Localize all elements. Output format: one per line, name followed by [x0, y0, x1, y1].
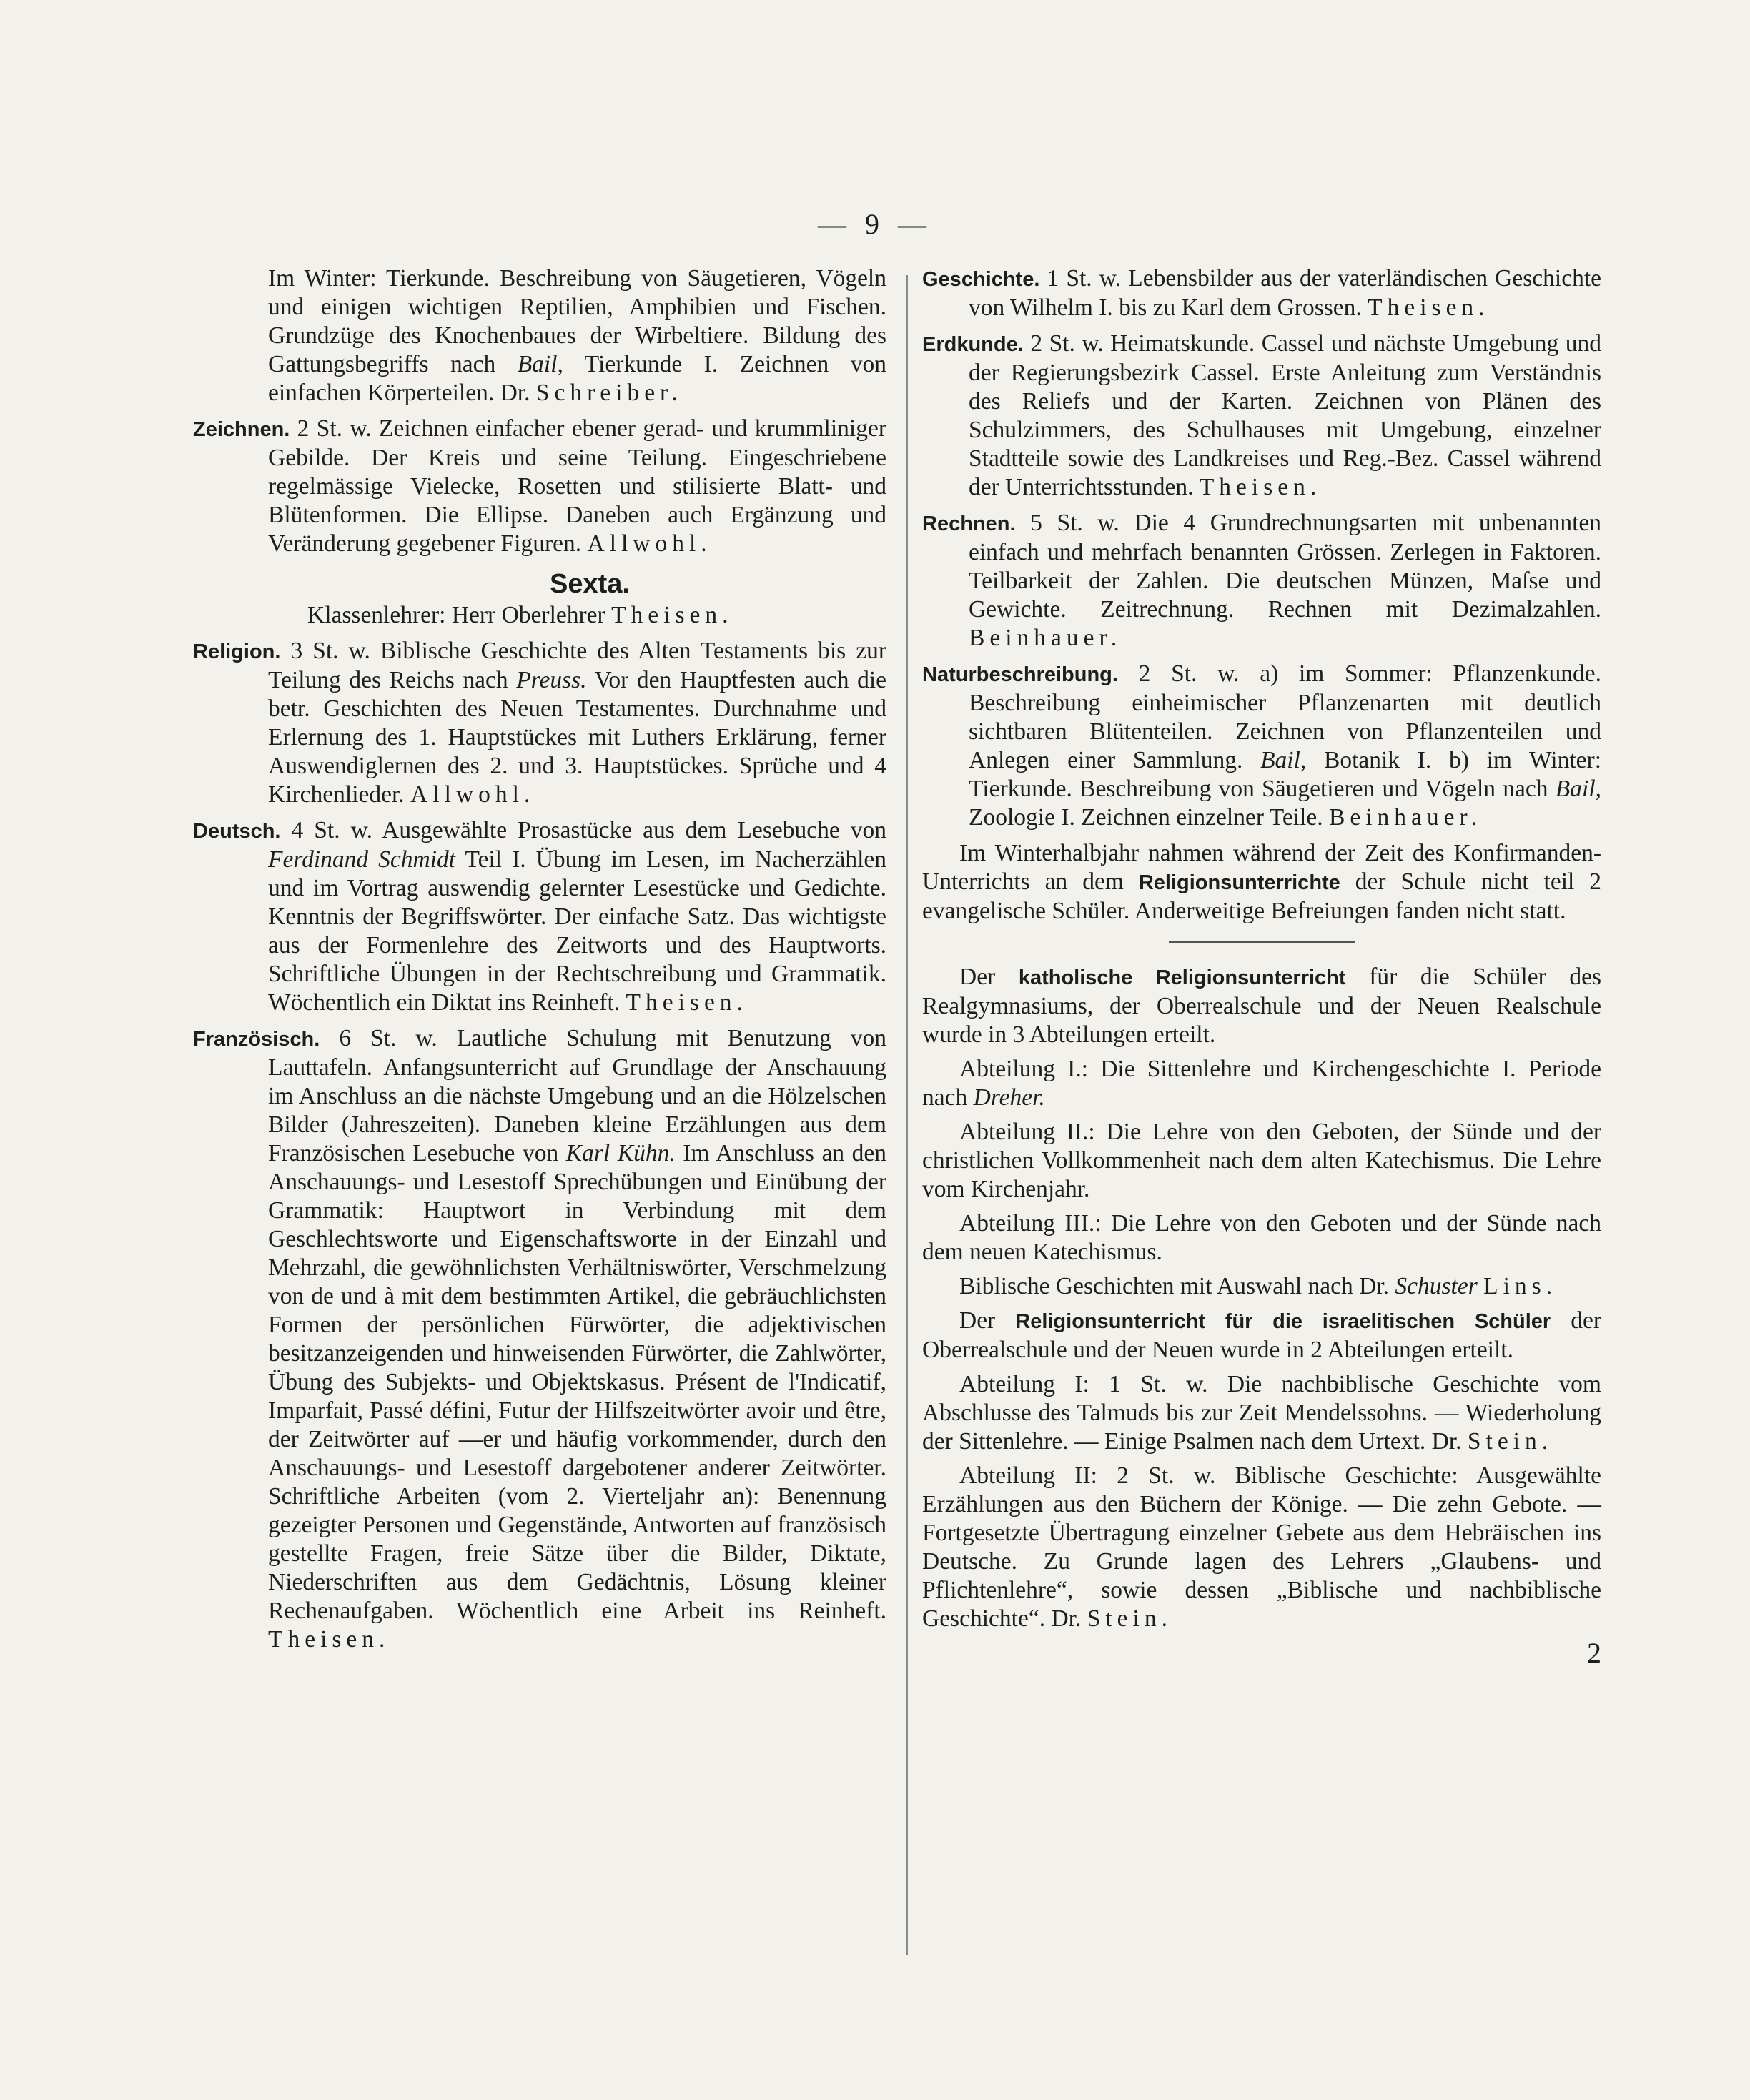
geschichte-paragraph [922, 264, 1601, 322]
zeichnen-paragraph [193, 415, 886, 558]
natur-paragraph [922, 660, 1601, 832]
deutsch-paragraph [193, 816, 886, 1017]
bibl-book: Schuster [1395, 1273, 1478, 1299]
winter-paragraph [193, 264, 886, 407]
isr-bold: Religionsunterricht für die israelitischen Schüler [1015, 1310, 1551, 1333]
kath-bold: katholische Religionsunterricht [1018, 966, 1346, 989]
deutsch-text-2: Teil I. Übung im Lesen, im Nacherzählen und im Vortrag auswendig gelernter Lesestücke und Gedichte. Kenntnis der Begriffswörter. Der einfache Satz. Das wichtigste aus der Formenlehre des Zeitworts und des Hauptworts. Schriftliche Übungen in der Rechtschreibung und Grammatik. Wöchentlich ein Diktat ins Reinheft. [268, 846, 886, 1016]
bibl-paragraph [922, 1272, 1601, 1301]
franz-teacher: Theisen. [268, 1626, 390, 1653]
religion-paragraph [193, 637, 886, 809]
isr-abt2-paragraph [922, 1462, 1601, 1633]
winterhalbjahr-paragraph [922, 839, 1601, 926]
geschichte-text: 1 St. w. Lebensbilder aus der vaterländischen Geschichte von Wilhelm I. bis zu Karl dem Grossen. [969, 265, 1602, 321]
bibl-text: Biblische Geschichten mit Auswahl nach Dr. [959, 1273, 1390, 1299]
franz-text-2: Im Anschluss an den Anschauungs- und Lesestoff Sprechübungen und Einübung der Grammatik: Hauptwort in Verbindung mit dem Geschlechtsworte und Eigenschaftsworte in der Einzahl und Mehrzahl, die gewöhnlichsten Verhältniswörter, Verschmelzung von de und à mit dem bestimmten Artikel, die gebräuchlichsten Formen der persönlichen Fürwörter, die adjektivischen besitzanzeigenden und hinweisenden Fürwörter, die Zahlwörter, Übung des Subjekts- und Objektskasus. Présent de l'Indicatif, Imparfait, Passé défini, Futur der Hilfszeitwörter avoir und être, der Zeitwörter auf —er und häufig vorkommender, durch den Anschauungs- und Lesestoff dargebotener anderer Zeitwörter. Schriftliche Arbeiten (vom 2. Vierteljahr an): Benennung gezeigter Personen und Gegenstände, Antworten auf französisch gestellte Fragen, freie Sätze über die Bilder, Diktate, Niederschriften aus dem Gedächtnis, Lösung kleiner Rechenaufgaben. Wöchentlich eine Arbeit ins Reinheft. [268, 1140, 886, 1624]
rechnen-heading: Rechnen. [922, 512, 1016, 535]
erdkunde-heading: Erdkunde. [922, 333, 1024, 356]
winter-book: Bail, [517, 351, 563, 377]
kath-text-2: für die Schüler des Realgymnasiums, der Oberrealschule und der Neuen Realschule wurde in 3 Abteilungen erteilt. [922, 964, 1602, 1048]
abt3-paragraph: Abteilung III.: Die Lehre von den Geboten und der Sünde nach dem neuen Katechismus. [922, 1210, 1601, 1265]
abt2-paragraph: Abteilung II.: Die Lehre von den Geboten, der Sünde und der christlichen Vollkommenheit nach dem alten Katechismus. Die Lehre vom Kirchenjahr. [922, 1119, 1601, 1202]
isr-text-2: der Oberrealschule und der Neuen wurde in 2 Abteilungen erteilt. [922, 1307, 1602, 1363]
franz-book: Karl Kühn. [565, 1140, 676, 1167]
isr-paragraph [922, 1307, 1601, 1364]
klassenlehrer-line [193, 601, 886, 630]
section-rule [1169, 941, 1355, 943]
natur-book-1: Bail, [1260, 747, 1307, 773]
column-divider [906, 275, 908, 1955]
isr-abt1-text: Abteilung I: 1 St. w. Die nachbiblische Geschichte vom Abschlusse des Talmuds bis zur Zeit Mendelssohns. — Wiederholung der Sittenlehre. — Einige Psalmen nach dem Urtext. Dr. [922, 1371, 1601, 1455]
zeichnen-heading: Zeichnen. [193, 418, 290, 441]
winter-text: Im Winter: Tierkunde. Beschreibung von Säugetieren, Vögeln und einigen wichtigen Reptilien, Amphibien und Fischen. Grundzüge des Knochenbaues der Wirbeltiere. Bildung des Gattungsbegriffs nach [268, 265, 886, 377]
erdkunde-paragraph [922, 330, 1601, 502]
religion-text-1: 3 St. w. Biblische Geschichte des Alten Testaments bis zur Teilung des Reichs nach [268, 638, 886, 693]
religion-book: Preuss. [516, 667, 587, 693]
deutsch-heading: Deutsch. [193, 820, 281, 843]
klassenlehrer-name: Theisen. [611, 602, 733, 628]
kath-text-1: Der [959, 964, 996, 990]
deutsch-text-1: 4 St. w. Ausgewählte Prosastücke aus dem Lesebuche von [291, 817, 887, 843]
sexta-title: Sexta. [550, 569, 630, 599]
bibl-teacher: Lins. [1483, 1273, 1558, 1299]
right-column [922, 264, 1601, 1668]
natur-teacher: Beinhauer. [1328, 804, 1483, 831]
rechnen-paragraph [922, 509, 1601, 653]
natur-heading: Naturbeschreibung. [922, 663, 1118, 686]
isr-abt2-teacher: Stein. [1087, 1605, 1172, 1632]
winter-teacher: Schreiber. [535, 380, 683, 406]
page-number: — 9 — [818, 208, 932, 240]
isr-abt1-teacher: Stein. [1467, 1428, 1553, 1455]
deutsch-teacher: Theisen. [626, 989, 748, 1016]
rechnen-teacher: Beinhauer. [969, 625, 1122, 651]
rechnen-text: 5 St. w. Die 4 Grundrechnungsarten mit unbenannten einfach und mehrfach benannten Grössen. Zerlegen in Faktoren. Teilbarkeit der Zahlen. Die deutschen Münzen, Maſse und Gewichte. Zeitrechnung. Rechnen mit Dezimalzahlen. [969, 510, 1602, 623]
religion-text-2: Vor den Hauptfesten auch die betr. Geschichten des Neuen Testamentes. Durchnahme und Erlernung des 1. Hauptstückes mit Luthers Erklärung, ferner Auswendiglernen des 2. und 3. Hauptstückes. Sprüche und 4 Kirchenlieder. [268, 667, 886, 808]
deutsch-book: Ferdinand Schmidt [268, 846, 456, 873]
erdkunde-text: 2 St. w. Heimatskunde. Cassel und nächste Umgebung und der Regierungsbezirk Cassel. Erste Anleitung zum Verständnis des Reliefs und der Karten. Zeichnen von Plänen des Schulzimmers, des Schulhauses mit Umgebung, einzelner Stadtteile sowie des Landkreises und Reg.-Bez. Cassel während der Unterrichtsstunden. [969, 330, 1602, 500]
natur-book-2: Bail, [1555, 776, 1601, 802]
abt1-paragraph [922, 1055, 1601, 1112]
religion-teacher: Allwohl. [410, 781, 535, 808]
klassenlehrer-label: Klassenlehrer: Herr Oberlehrer [307, 602, 605, 628]
geschichte-teacher: Theisen. [1368, 294, 1490, 321]
winterhalb-text-2: der Schule nicht teil 2 evangelische Schüler. Anderweitige Befreiungen fanden nicht statt. [922, 868, 1602, 924]
winterhalb-text-1: Im Winterhalbjahr nahmen während der Zeit des Konfirmanden-Unterrichts an dem [922, 840, 1601, 895]
isr-text-1: Der [959, 1307, 996, 1334]
natur-text-2: Botanik I. b) im Winter: Tierkunde. Beschreibung von Säugetieren und Vögeln nach [969, 747, 1602, 802]
geschichte-heading: Geschichte. [922, 268, 1040, 291]
winterhalb-bold: Religionsunterrichte [1138, 871, 1340, 894]
franz-paragraph [193, 1024, 886, 1654]
franz-text-1: 6 St. w. Lautliche Schulung mit Benutzung von Lauttafeln. Anfangsunterricht auf Grundlage der Anschauung im Anschluss an die nächste Umgebung und an die Hölzelschen Bilder (Jahreszeiten). Daneben kleine Erzählungen aus dem Französischen Lesebuche von [268, 1025, 887, 1167]
signature-number: 2 [1587, 1637, 1601, 1669]
abt1-book: Dreher. [973, 1084, 1045, 1111]
winter-tail: Tierkunde I. Zeichnen von einfachen Körperteilen. Dr. [268, 351, 886, 406]
zeichnen-text: 2 St. w. Zeichnen einfacher ebener gerad- und krummliniger Gebilde. Der Kreis und seine Teilung. Eingeschriebene regelmässige Vielecke, Rosetten und stilisierte Blatt- und Blütenformen. Die Ellipse. Daneben auch Ergänzung und Veränderung gegebener Figuren. [268, 415, 886, 557]
zeichnen-teacher: Allwohl. [587, 530, 712, 557]
natur-text-3: Zoologie I. Zeichnen einzelner Teile. [969, 804, 1323, 831]
abt1-text: Abteilung I.: Die Sittenlehre und Kirchengeschichte I. Periode nach [922, 1056, 1601, 1111]
isr-abt2-text: Abteilung II: 2 St. w. Biblische Geschichte: Ausgewählte Erzählungen aus den Büchern der Könige. — Die zehn Gebote. — Fortgesetzte Übertragung einzelner Gebete aus dem Hebräischen ins Deutsche. Zu Grunde lagen des Lehrers „Glaubens- und Pflichtenlehre“, sowie dessen „Biblische und nachbiblische Geschichte“. Dr. [922, 1462, 1601, 1632]
franz-heading: Französisch. [193, 1028, 320, 1051]
natur-text-1: 2 St. w. a) im Sommer: Pflanzenkunde. Beschreibung einheimischer Pflanzenarten mit deutlich sichtbaren Blütenteilen. Zeichnen von Pflanzenteilen und Anlegen einer Sammlung. [969, 660, 1602, 773]
kath-paragraph [922, 963, 1601, 1049]
religion-heading: Religion. [193, 640, 281, 663]
isr-abt1-paragraph [922, 1370, 1601, 1456]
left-column [193, 264, 886, 1661]
erdkunde-teacher: Theisen. [1199, 474, 1322, 500]
